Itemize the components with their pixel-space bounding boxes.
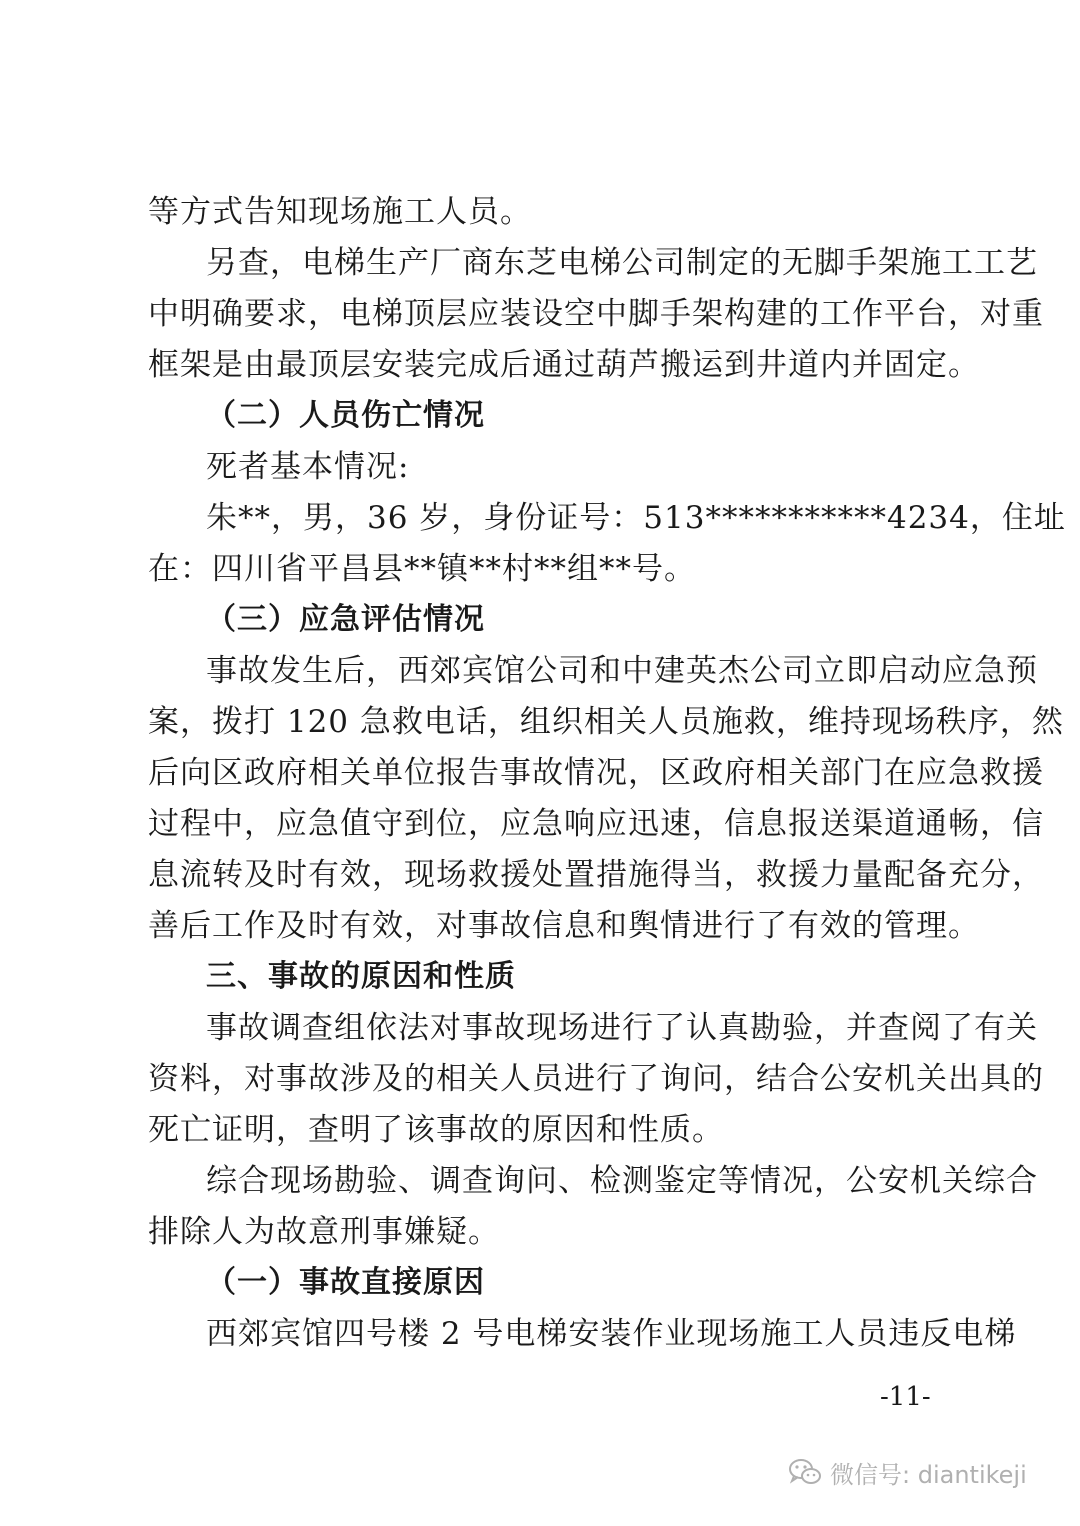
section-heading: （三）应急评估情况: [206, 602, 485, 637]
paragraph-line: 中明确要求，电梯顶层应装设空中脚手架构建的工作平台，对重: [148, 296, 1044, 332]
paragraph-line: 善后工作及时有效，对事故信息和舆情进行了有效的管理。: [148, 908, 980, 944]
paragraph-line: 案，拨打 120 急救电话，组织相关人员施救，维持现场秩序，然: [148, 704, 1064, 740]
wechat-icon: [788, 1457, 822, 1487]
paragraph-line: 框架是由最顶层安装完成后通过葫芦搬运到井道内并固定。: [148, 347, 980, 383]
paragraph-line: 另查，电梯生产厂商东芝电梯公司制定的无脚手架施工工艺: [206, 245, 1038, 281]
paragraph-line: 死亡证明，查明了该事故的原因和性质。: [148, 1112, 724, 1148]
paragraph-line: 息流转及时有效，现场救援处置措施得当，救援力量配备充分，: [148, 857, 1044, 893]
paragraph-line: 死者基本情况:: [206, 449, 410, 485]
chapter-heading: 三、事故的原因和性质: [206, 959, 516, 994]
paragraph-line: 事故发生后，西郊宾馆公司和中建英杰公司立即启动应急预: [206, 653, 1038, 689]
paragraph-line: 事故调查组依法对事故现场进行了认真勘验，并查阅了有关: [206, 1010, 1038, 1046]
paragraph-line: 综合现场勘验、调查询问、检测鉴定等情况，公安机关综合: [206, 1163, 1038, 1199]
paragraph-line: 后向区政府相关单位报告事故情况，区政府相关部门在应急救援: [148, 755, 1044, 791]
watermark: [788, 1452, 1027, 1492]
paragraph-line: 等方式告知现场施工人员。: [148, 194, 532, 230]
paragraph-line: 资料，对事故涉及的相关人员进行了询问，结合公安机关出具的: [148, 1061, 1044, 1097]
section-heading: （一）事故直接原因: [206, 1265, 485, 1300]
page-number: -11-: [880, 1382, 931, 1412]
section-heading: （二）人员伤亡情况: [206, 398, 485, 433]
paragraph-line: 在：四川省平昌县**镇**村**组**号。: [148, 551, 696, 587]
paragraph-line: 西郊宾馆四号楼 2 号电梯安装作业现场施工人员违反电梯: [206, 1316, 1017, 1352]
paragraph-line: 朱**，男，36 岁，身份证号：513***********4234，住址: [206, 500, 1066, 536]
watermark-text: 微信号: diantikeji: [830, 1460, 1027, 1489]
paragraph-line: 排除人为故意刑事嫌疑。: [148, 1214, 500, 1250]
paragraph-line: 过程中，应急值守到位，应急响应迅速，信息报送渠道通畅，信: [148, 806, 1044, 842]
